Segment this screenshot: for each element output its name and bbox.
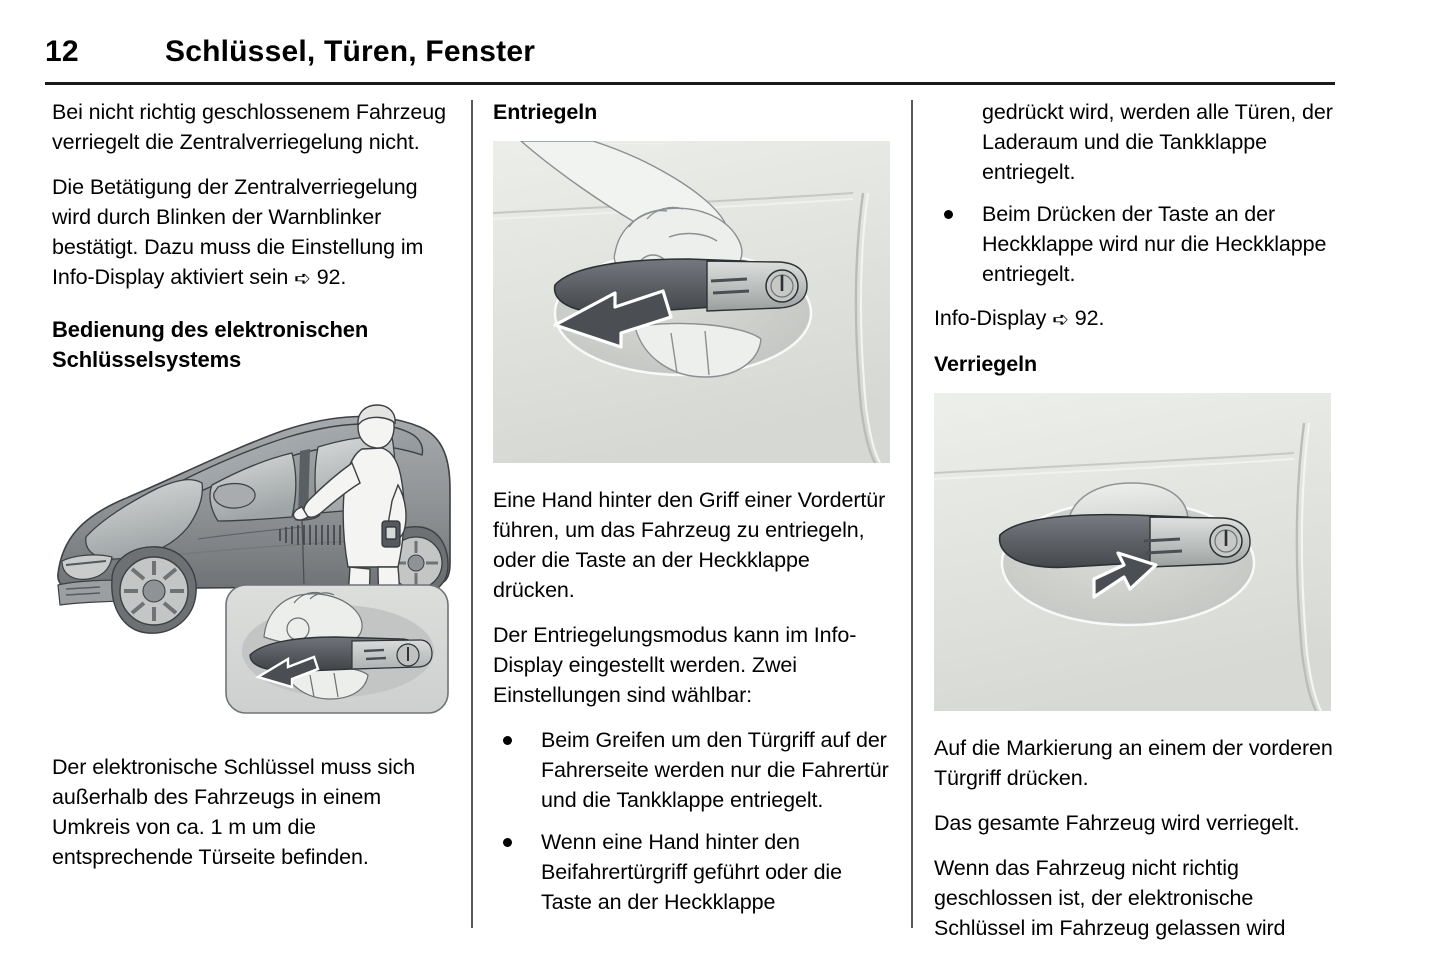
column-3 bbox=[934, 97, 1334, 940]
col2-paragraph-1: Eine Hand hinter den Griff einer Vordertür führen, um das Fahrzeug zu entriegeln, oder die Taste an der Heckklappe drücken. bbox=[493, 488, 886, 602]
col1-xref-page: 92. bbox=[316, 265, 347, 289]
col3-bullet-continuation bbox=[934, 97, 1334, 187]
col3-heading-lock: Verriegeln bbox=[934, 352, 1037, 376]
bullet-dot-icon bbox=[503, 838, 512, 847]
content-columns bbox=[0, 97, 1445, 940]
col3-xref-label: Info-Display bbox=[934, 306, 1047, 330]
vehicle-electronic-key-illustration bbox=[52, 389, 452, 734]
page-header bbox=[45, 34, 1335, 85]
unlock-door-handle-illustration bbox=[493, 141, 890, 463]
col3-bullet-item-1 bbox=[934, 199, 1334, 289]
lock-door-handle-illustration bbox=[934, 393, 1331, 711]
col3-info-display-xref bbox=[934, 303, 1334, 334]
col3-bullet-list bbox=[934, 97, 1334, 289]
figure-lock-door-handle bbox=[934, 393, 1331, 711]
front-wheel bbox=[112, 547, 196, 633]
col2-bullet-item-2 bbox=[493, 827, 893, 917]
lock-cylinder-icon bbox=[766, 270, 798, 302]
lock-cylinder-icon bbox=[1210, 525, 1242, 557]
inset-door-handle-detail bbox=[226, 585, 448, 713]
col1-paragraph-2-text: Die Betätigung der Zentralverriegelung wird durch Blinken der Warnblinker bestätigt. Dazu muss die Einstellung im Info-Display aktiviert sein bbox=[52, 175, 424, 289]
col2-bullet-item-1 bbox=[493, 725, 893, 815]
cross-reference-arrow-icon: ➪ bbox=[1052, 307, 1069, 331]
col1-section-heading: Bedienung des elektronischen Schlüsselsystems bbox=[52, 317, 369, 372]
col1-paragraph-2 bbox=[52, 172, 452, 293]
column-1 bbox=[52, 97, 452, 935]
col2-bullet-text-2: Wenn eine Hand hinter den Beifahrertürgriff geführt oder die Taste an der Heckklappe bbox=[541, 830, 842, 914]
col2-bullet-list bbox=[493, 725, 893, 917]
col1-paragraph-1: Bei nicht richtig geschlossenem Fahrzeug verriegelt die Zentralverriegelung nicht. bbox=[52, 100, 446, 154]
cross-reference-arrow-icon: ➪ bbox=[294, 266, 311, 290]
col2-paragraph-2: Der Entriegelungsmodus kann im Info-Display eingestellt werden. Zwei Einstellungen sind wählbar: bbox=[493, 623, 857, 707]
column-divider-1 bbox=[471, 100, 473, 928]
col3-paragraph-3: Wenn das Fahrzeug nicht richtig geschlossen ist, der elektronische Schlüssel im Fahrzeug gelassen wird bbox=[934, 856, 1286, 940]
figure-vehicle-electronic-key bbox=[52, 389, 452, 734]
col3-xref-page: 92. bbox=[1074, 306, 1105, 330]
bullet-dot-icon bbox=[503, 736, 512, 745]
column-divider-2 bbox=[911, 100, 913, 928]
col3-continuation-text: gedrückt wird, werden alle Türen, der Laderaum und die Tankklappe entriegelt. bbox=[982, 100, 1333, 184]
col3-paragraph-1: Auf die Markierung an einem der vorderen Türgriff drücken. bbox=[934, 736, 1333, 790]
col3-bullet-text-1: Beim Drücken der Taste an der Heckklappe wird nur die Heckklappe entriegelt. bbox=[982, 202, 1327, 286]
column-2 bbox=[493, 97, 893, 935]
figure-unlock-door-handle bbox=[493, 141, 890, 463]
page-title: Schlüssel, Türen, Fenster bbox=[165, 35, 536, 68]
bullet-dot-icon bbox=[944, 210, 953, 219]
col2-heading-unlock: Entriegeln bbox=[493, 100, 598, 124]
page-number: 12 bbox=[45, 35, 79, 68]
col2-bullet-text-1: Beim Greifen um den Türgriff auf der Fahrerseite werden nur die Fahrertür und die Tankklappe entriegelt. bbox=[541, 728, 889, 812]
col1-paragraph-3: Der elektronische Schlüssel muss sich außerhalb des Fahrzeugs in einem Umkreis von ca. 1 m um die entsprechende Türseite befinden. bbox=[52, 755, 416, 869]
col3-paragraph-2: Das gesamte Fahrzeug wird verriegelt. bbox=[934, 811, 1300, 835]
key-fob bbox=[382, 521, 400, 547]
